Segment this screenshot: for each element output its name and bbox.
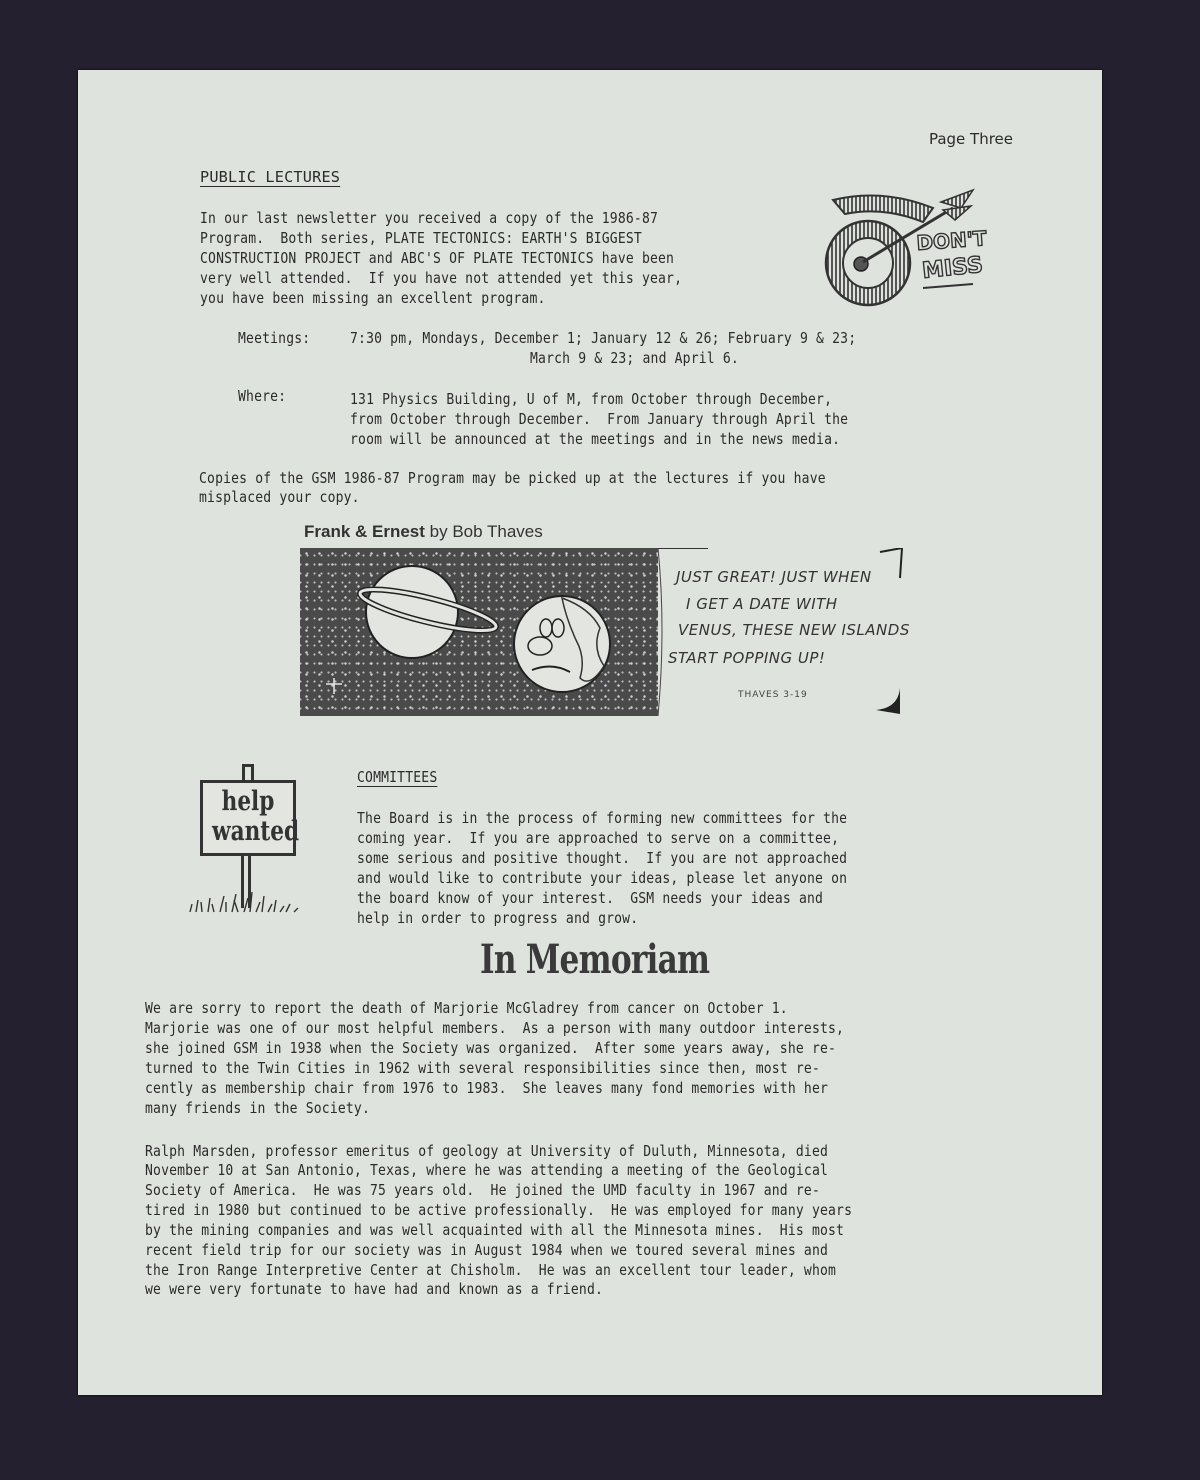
copies-line: Copies of the GSM 1986-87 Program may be picked up at the lectures if you have <box>199 469 826 487</box>
memoriam-line: the Iron Range Interpretive Center at Chisholm. He was an excellent tour leader, whom <box>145 1261 837 1279</box>
comic-title-bold: Frank & Ernest <box>304 522 425 541</box>
intro-line: In our last newsletter you received a copy of the 1986-87 <box>200 209 659 227</box>
committees-line: some serious and positive thought. If you are not approached <box>357 849 848 867</box>
planets-illustration <box>300 548 658 716</box>
sign-text-wanted: wanted <box>212 816 300 847</box>
committees-heading: COMMITTEES <box>357 768 438 786</box>
sign-board <box>200 780 300 856</box>
sign-text-help: help <box>221 786 275 817</box>
memoriam-line: Marjorie was one of our most helpful members. As a person with many outdoor interests, <box>145 1019 845 1037</box>
public-lectures-heading: PUBLIC LECTURES <box>200 168 341 186</box>
committees-line: The Board is in the process of forming new committees for the <box>357 809 848 827</box>
where-label: Where: <box>238 387 287 405</box>
newsletter-page <box>78 70 1102 1395</box>
intro-line: CONSTRUCTION PROJECT and ABC'S OF PLATE TECTONICS have been <box>200 249 675 267</box>
where-line: 131 Physics Building, U of M, from October through December, <box>350 390 833 408</box>
meetings-label: Meetings: <box>238 329 311 347</box>
copies-line: misplaced your copy. <box>199 488 360 506</box>
memoriam-line: she joined GSM in 1938 when the Society was organized. After some years away, she re- <box>145 1039 837 1057</box>
dart-target-icon <box>823 188 993 308</box>
page-number: Page Three <box>928 130 1013 148</box>
memoriam-line: Ralph Marsden, professor emeritus of geology at University of Duluth, Minnesota, died <box>145 1142 829 1160</box>
intro-line: you have been missing an excellent program. <box>200 289 546 307</box>
memoriam-line: We are sorry to report the death of Marjorie McGladrey from cancer on October 1. <box>145 999 788 1017</box>
grass-icon <box>186 888 311 914</box>
memoriam-line: Society of America. He was 75 years old. He joined the UMD faculty in 1967 and re- <box>145 1181 820 1199</box>
speech-line: VENUS, THESE NEW ISLANDS <box>678 621 910 639</box>
memoriam-line: many friends in the Society. <box>145 1099 370 1117</box>
memoriam-title: In Memoriam <box>480 936 710 983</box>
speech-line: I GET A DATE WITH <box>686 595 838 613</box>
committees-line: help in order to progress and grow. <box>357 909 639 927</box>
committees-line: the board know of your interest. GSM needs your ideas and <box>357 889 824 907</box>
meetings-line: 7:30 pm, Mondays, December 1; January 12 & 26; February 9 & 23; <box>350 329 857 347</box>
memoriam-line: turned to the Twin Cities in 1962 with several responsibilities since then, most re- <box>145 1059 820 1077</box>
memoriam-line: recent field trip for our society was in August 1984 when we toured several mines and <box>145 1241 829 1259</box>
intro-line: Program. Both series, PLATE TECTONICS: EARTH'S BIGGEST <box>200 229 642 247</box>
comic-panel-space <box>300 548 658 716</box>
dont-text: DON'T <box>915 226 988 255</box>
memoriam-line: we were very fortunate to have had and known as a friend. <box>145 1280 604 1298</box>
speech-line: JUST GREAT! JUST WHEN <box>676 568 872 586</box>
committees-line: coming year. If you are approached to serve on a committee, <box>357 829 840 847</box>
miss-text: MISS <box>921 252 985 284</box>
memoriam-line: tired in 1980 but continued to be active professionally. He was employed for many years <box>145 1201 853 1219</box>
memoriam-line: cently as membership chair from 1976 to 1983. She leaves many fond memories with her <box>145 1079 829 1097</box>
dont-miss-badge <box>823 188 993 308</box>
where-line: room will be announced at the meetings and in the news media. <box>350 430 841 448</box>
comic-author: by Bob Thaves <box>424 522 543 541</box>
comic-signature: THAVES 3-19 <box>738 690 808 700</box>
memoriam-line: November 10 at San Antonio, Texas, where he was attending a meeting of the Geological <box>145 1161 829 1179</box>
where-line: from October through December. From January through April the <box>350 410 849 428</box>
intro-line: very well attended. If you have not attended yet this year, <box>200 269 683 287</box>
memoriam-line: by the mining companies and was well acquainted with all the Minnesota mines. His most <box>145 1221 845 1239</box>
meetings-line: March 9 & 23; and April 6. <box>530 349 739 367</box>
speech-line: START POPPING UP! <box>668 649 826 667</box>
comic-title <box>304 522 543 542</box>
committees-line: and would like to contribute your ideas, please let anyone on <box>357 869 848 887</box>
